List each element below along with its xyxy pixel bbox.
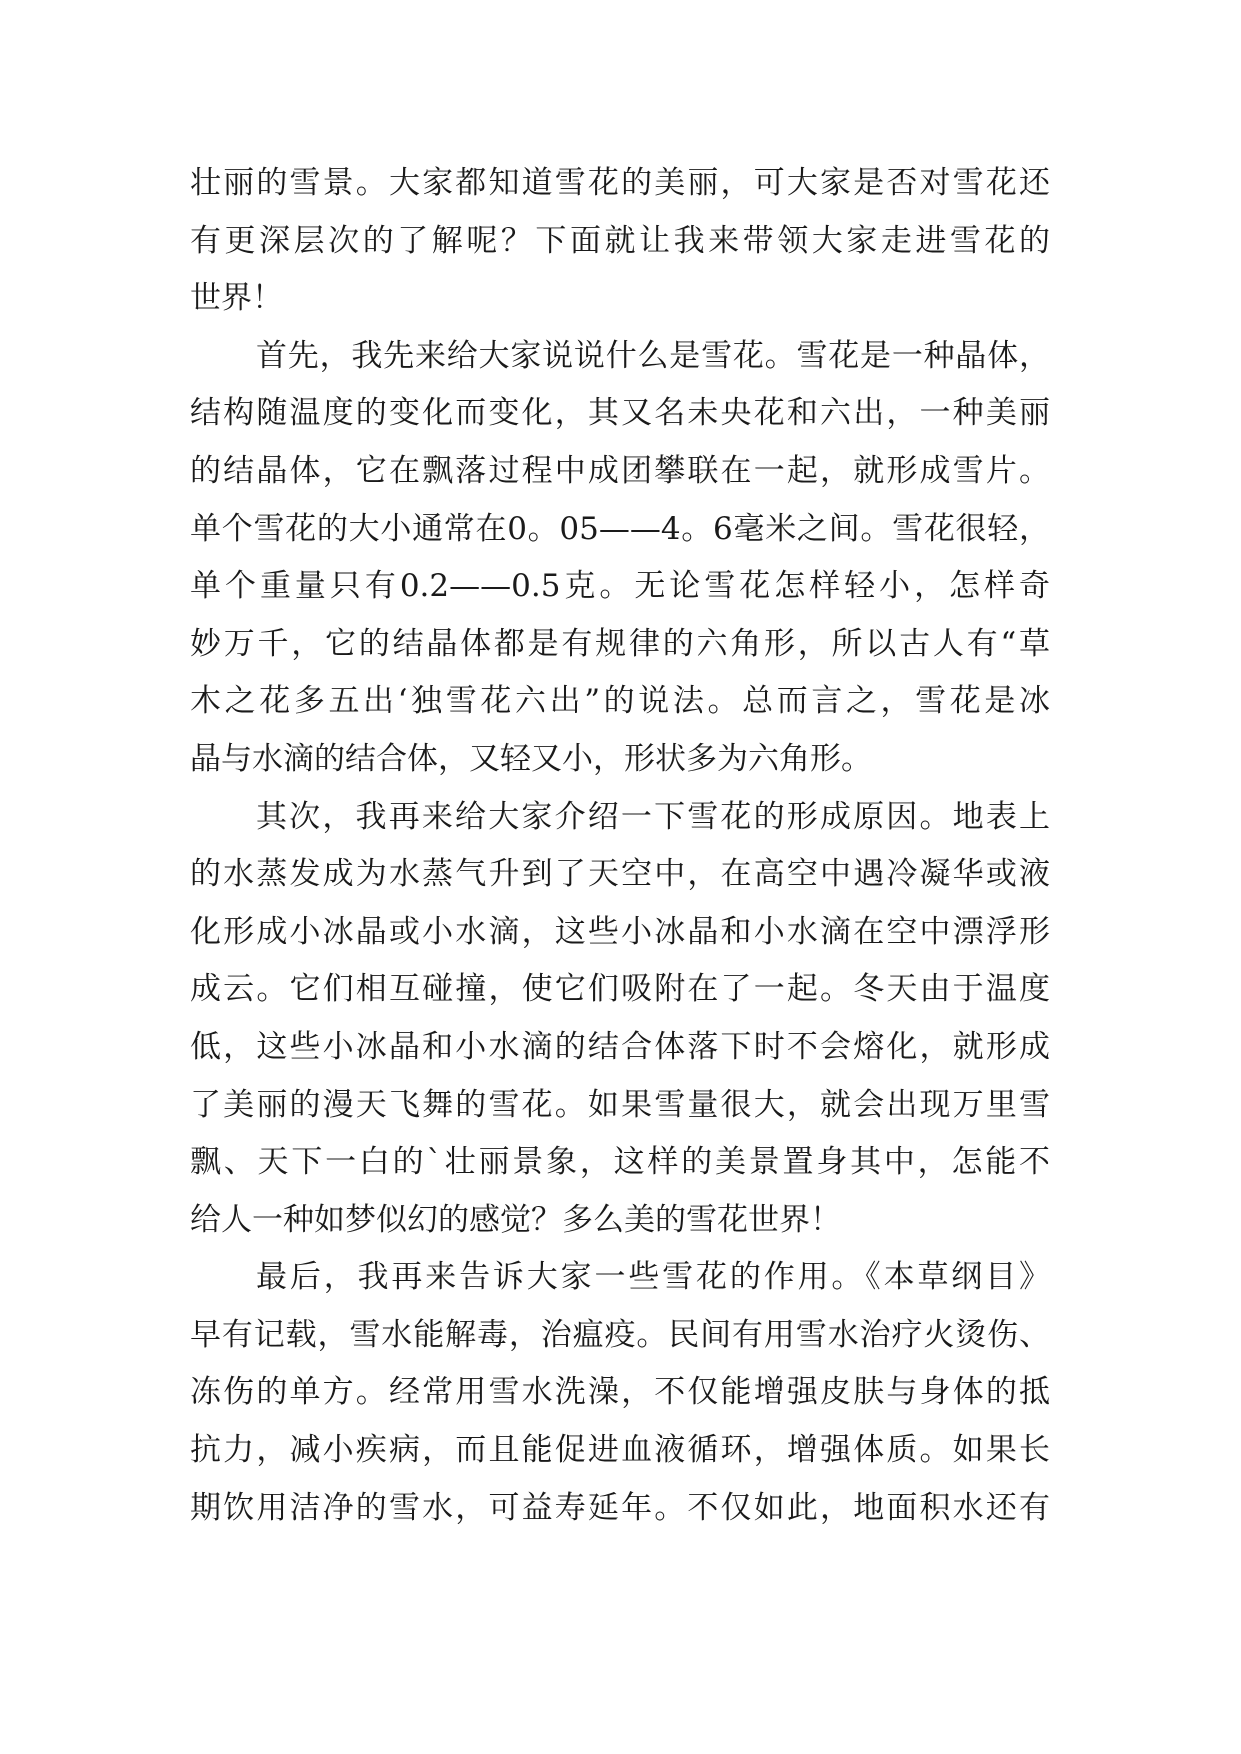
- text-line: 最后，我再来告诉大家一些雪花的作用。《本草纲目》: [256, 1259, 1050, 1296]
- text-line: 了美丽的漫天飞舞的雪花。如果雪量很大，就会出现万里雪: [190, 1086, 1050, 1123]
- text-line: 世界！: [190, 280, 283, 317]
- text-line: 飘、天下一白的`壮丽景象，这样的美景置身其中，怎能不: [190, 1144, 1050, 1181]
- text-line: 成云。它们相互碰撞，使它们吸附在了一起。冬天由于温度: [190, 971, 1050, 1008]
- text-line: 晶与水滴的结合体，又轻又小，形状多为六角形。: [190, 740, 872, 777]
- text-line: 化形成小冰晶或小水滴，这些小冰晶和小水滴在空中漂浮形: [190, 913, 1050, 950]
- text-line: 给人一种如梦似幻的感觉？多么美的雪花世界！: [190, 1201, 841, 1238]
- text-line: 期饮用洁净的雪水，可益寿延年。不仅如此，地面积水还有: [190, 1489, 1050, 1526]
- text-line: 妙万千，它的结晶体都是有规律的六角形，所以古人有“草: [190, 625, 1050, 662]
- text-line: 有更深层次的了解呢？下面就让我来带领大家走进雪花的: [190, 222, 1050, 259]
- text-line: 壮丽的雪景。大家都知道雪花的美丽，可大家是否对雪花还: [190, 165, 1050, 201]
- text-line: 其次，我再来给大家介绍一下雪花的形成原因。地表上: [256, 798, 1050, 835]
- text-line: 结构随温度的变化而变化，其又名未央花和六出，一种美丽: [190, 395, 1050, 432]
- text-line: 抗力，减小疾病，而且能促进血液循环，增强体质。如果长: [190, 1432, 1050, 1469]
- text-line: 早有记载，雪水能解毒，治瘟疫。民间有用雪水治疗火烫伤、: [190, 1316, 1050, 1353]
- text-line: 的水蒸发成为水蒸气升到了天空中，在高空中遇冷凝华或液: [190, 856, 1050, 893]
- text-line: 冻伤的单方。经常用雪水洗澡，不仅能增强皮肤与身体的抵: [190, 1374, 1050, 1411]
- text-line: 首先，我先来给大家说说什么是雪花。雪花是一种晶体，: [256, 337, 1050, 374]
- text-line: 的结晶体，它在飘落过程中成团攀联在一起，就形成雪片。: [190, 452, 1050, 489]
- body-text: [190, 155, 1050, 1537]
- text-line: 低，这些小冰晶和小水滴的结合体落下时不会熔化，就形成: [190, 1028, 1050, 1065]
- text-line: 木之花多五出‘独雪花六出”的说法。总而言之，雪花是冰: [190, 683, 1050, 720]
- text-line: 单个雪花的大小通常在0。05——4。6毫米之间。雪花很轻，: [190, 510, 1050, 547]
- text-line: 单个重量只有0.2——0.5克。无论雪花怎样轻小，怎样奇: [190, 568, 1050, 605]
